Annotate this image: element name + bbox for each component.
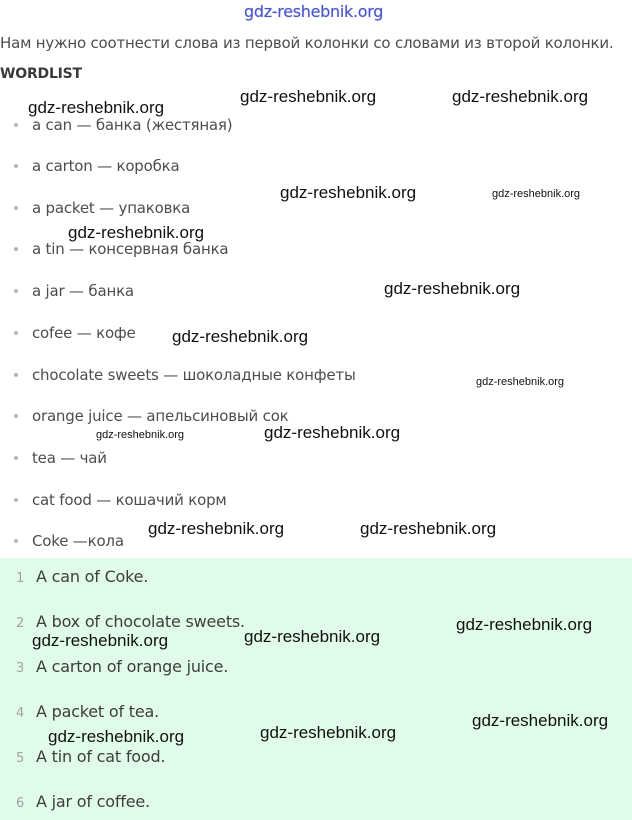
bullet-icon <box>14 539 18 543</box>
answer-number: 4 <box>16 706 25 721</box>
wordlist-item-text: chocolate sweets — шоколадные конфеты <box>32 366 356 384</box>
answer-text: A tin of cat food. <box>36 747 166 766</box>
answer-text: A jar of coffee. <box>36 792 150 811</box>
wordlist-item-text: cat food — кошачий корм <box>32 491 227 509</box>
watermark: gdz-reshebnik.org <box>28 98 165 117</box>
wordlist-item <box>14 116 232 134</box>
bullet-icon <box>14 206 18 210</box>
watermark: gdz-reshebnik.org <box>264 423 401 442</box>
bullet-icon <box>14 456 18 460</box>
wordlist-item-text: a jar — банка <box>32 282 134 300</box>
answer-item <box>16 702 159 721</box>
watermark: gdz-reshebnik.org <box>476 376 565 388</box>
answer-item <box>16 657 228 676</box>
watermark: gdz-reshebnik.org <box>32 631 169 650</box>
wordlist-item-text: tea — чай <box>32 449 107 467</box>
watermark: gdz-reshebnik.org <box>48 727 185 746</box>
wordlist-item <box>14 199 190 217</box>
intro-text: Нам нужно соотнести слова из первой колонки со словами из второй колонки. <box>0 34 614 52</box>
answer-item <box>16 612 245 631</box>
wordlist-item <box>14 532 124 550</box>
answer-number: 6 <box>16 796 25 811</box>
answer-item <box>16 567 148 586</box>
watermark: gdz-reshebnik.org <box>244 627 381 646</box>
bullet-icon <box>14 498 18 502</box>
watermark: gdz-reshebnik.org <box>360 519 497 538</box>
watermark: gdz-reshebnik.org <box>384 279 521 298</box>
site-logo[interactable]: gdz-reshebnik.org <box>244 2 384 21</box>
watermark: gdz-reshebnik.org <box>280 183 417 202</box>
watermark: gdz-reshebnik.org <box>492 188 581 200</box>
wordlist-item <box>14 157 180 175</box>
bullet-icon <box>14 414 18 418</box>
bullet-icon <box>14 164 18 168</box>
bullet-icon <box>14 289 18 293</box>
answer-text: A packet of tea. <box>36 702 160 721</box>
answer-text: A carton of orange juice. <box>36 657 229 676</box>
watermark: gdz-reshebnik.org <box>472 711 609 730</box>
watermark: gdz-reshebnik.org <box>148 519 285 538</box>
bullet-icon <box>14 247 18 251</box>
bullet-icon <box>14 123 18 127</box>
watermark: gdz-reshebnik.org <box>96 429 185 441</box>
wordlist-item-text: a carton — коробка <box>32 157 180 175</box>
watermark: gdz-reshebnik.org <box>260 723 397 742</box>
answer-text: A can of Coke. <box>36 567 149 586</box>
answer-item <box>16 747 165 766</box>
wordlist-heading: WORDLIST <box>0 66 82 82</box>
wordlist-item <box>14 282 134 300</box>
bullet-icon <box>14 373 18 377</box>
wordlist-item-text: a can — банка (жестяная) <box>32 116 233 134</box>
wordlist-item <box>14 491 227 509</box>
wordlist-item-text: Coke —кола <box>32 532 124 550</box>
answer-number: 2 <box>16 616 25 631</box>
answer-number: 3 <box>16 661 25 676</box>
answer-item <box>16 792 150 811</box>
wordlist-item-text: a packet — упаковка <box>32 199 191 217</box>
wordlist-item <box>14 449 107 467</box>
answers-panel <box>0 558 632 820</box>
wordlist-item <box>14 407 289 425</box>
watermark: gdz-reshebnik.org <box>456 615 593 634</box>
watermark: gdz-reshebnik.org <box>452 87 589 106</box>
wordlist-item <box>14 324 136 342</box>
answer-number: 1 <box>16 571 25 586</box>
bullet-icon <box>14 331 18 335</box>
watermark: gdz-reshebnik.org <box>240 87 377 106</box>
wordlist-item-text: cofee — кофе <box>32 324 136 342</box>
wordlist-item-text: a tin — консервная банка <box>32 240 229 258</box>
wordlist-item <box>14 366 356 384</box>
answer-number: 5 <box>16 751 25 766</box>
wordlist-item-text: orange juice — апельсиновый сок <box>32 407 289 425</box>
watermark: gdz-reshebnik.org <box>172 327 309 346</box>
watermark: gdz-reshebnik.org <box>68 223 205 242</box>
answer-text: A box of chocolate sweets. <box>36 612 245 631</box>
